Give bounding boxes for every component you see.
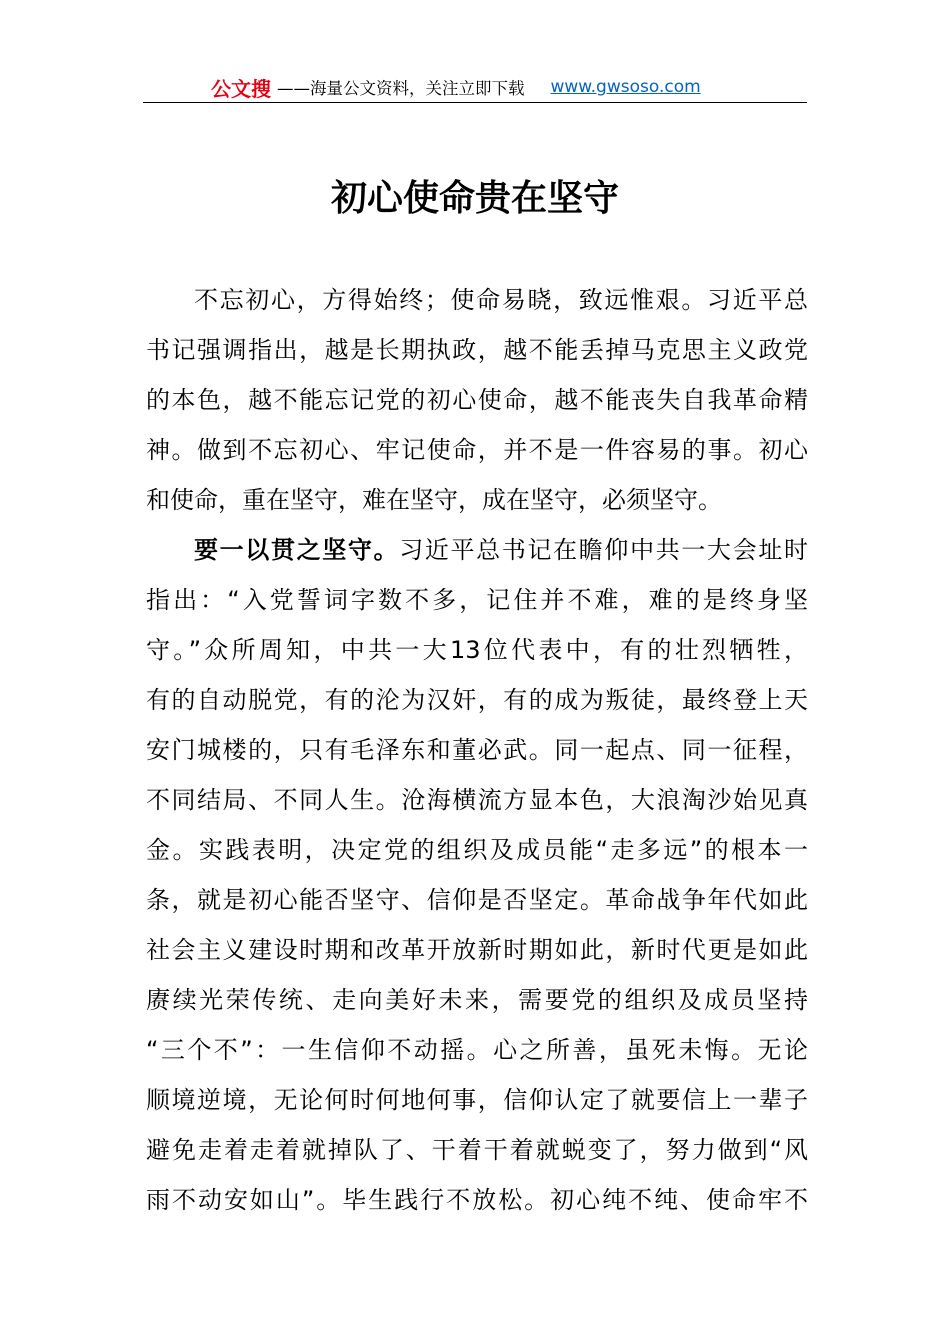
paragraph-heading: 要一以贯之坚守。: [194, 536, 400, 564]
text-line: 条，就是初心能否坚守、信仰是否坚定。革命战争年代如此: [146, 886, 808, 914]
header-tagline: ——海量公文资料，关注立即下载: [277, 79, 525, 98]
text-line: 安门城楼的，只有毛泽东和董必武。同一起点、同一征程，: [146, 736, 808, 764]
text-line: 书记强调指出，越是长期执政，越不能丢掉马克思主义政党: [146, 336, 808, 364]
text-line-rest: 习近平总书记在瞻仰中共一大会址时: [399, 536, 808, 564]
text-line: 不同结局、不同人生。沧海横流方显本色，大浪淘沙始见真: [146, 786, 808, 814]
text-line: “三个不”：一生信仰不动摇。心之所善，虽死未悔。无论: [146, 1036, 808, 1064]
brand-logo-text: 公文搜: [211, 76, 271, 101]
text-line: [194, 530, 808, 570]
document-title: 初心使命贵在坚守: [330, 177, 619, 219]
text-line: 雨不动安如山”。毕生践行不放松。初心纯不纯、使命牢不: [146, 1186, 808, 1214]
text-line: 有的自动脱党，有的沦为汉奸，有的成为叛徒，最终登上天: [146, 686, 808, 714]
text-line: 社会主义建设时期和改革开放新时期如此，新时代更是如此: [146, 936, 808, 964]
text-line: 顺境逆境，无论何时何地何事，信仰认定了就要信上一辈子: [146, 1086, 808, 1114]
text-line: 守。”众所周知，中共一大13位代表中，有的壮烈牺牲，: [146, 636, 808, 664]
text-line: 指出：“入党誓词字数不多，记住并不难，难的是终身坚: [146, 586, 808, 614]
page-header: [143, 72, 807, 103]
text-line: 神。做到不忘初心、牢记使命，并不是一件容易的事。初心: [146, 436, 808, 464]
text-line: 避免走着走着就掉队了、干着干着就蜕变了，努力做到“风: [146, 1136, 808, 1164]
text-line: 的本色，越不能忘记党的初心使命，越不能丧失自我革命精: [146, 386, 808, 414]
text-line: 和使命，重在坚守，难在坚守，成在坚守，必须坚守。: [146, 486, 722, 514]
text-line: 金。实践表明，决定党的组织及成员能“走多远”的根本一: [146, 836, 808, 864]
website-link[interactable]: www.gwsoso.com: [550, 77, 701, 97]
text-line: 不忘初心，方得始终；使命易晓，致远惟艰。习近平总: [194, 286, 808, 314]
text-line: 赓续光荣传统、走向美好未来，需要党的组织及成员坚持: [146, 986, 808, 1014]
